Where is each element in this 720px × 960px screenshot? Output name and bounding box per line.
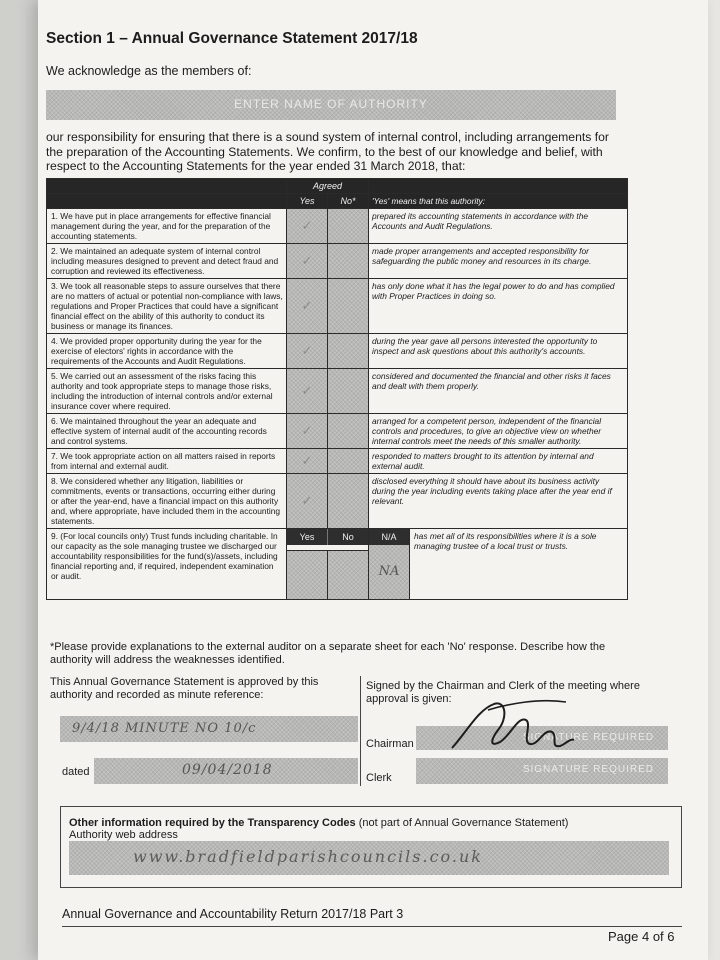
tick-icon: ✓ xyxy=(301,297,313,313)
tick-icon: ✓ xyxy=(301,492,313,508)
footer-divider xyxy=(62,926,682,927)
statement-1: 1. We have put in place arrangements for effective financial management during the year, and for the preparation of the accounting statements. xyxy=(47,209,287,244)
header-blank-2 xyxy=(369,179,628,194)
clerk-label: Clerk xyxy=(366,772,392,784)
response-8: disclosed everything it should have about its business activity during the year including events taking place after the year end if relevant. xyxy=(369,474,628,529)
section-title: Section 1 – Annual Governance Statement 2017/18 xyxy=(46,30,418,47)
table-row xyxy=(47,474,628,529)
statement-9: 9. (For local councils only) Trust funds including charitable. In our capacity as the sole managing trustee we discharged our accountability responsibilities for the fund(s)/assets, including financial reporting and, if required, independent examination or audit. xyxy=(47,529,287,600)
no-checkbox-4[interactable] xyxy=(328,334,369,369)
header-blank-3 xyxy=(47,194,287,209)
yes-checkbox-2[interactable] xyxy=(287,244,328,279)
no-header: No* xyxy=(328,194,369,209)
tick-icon: ✓ xyxy=(301,342,313,358)
statement-4: 4. We provided proper opportunity during the year for the exercise of electors' rights in accordance with the requirements of the Accounts and Audit Regulations. xyxy=(47,334,287,369)
no-checkbox-2[interactable] xyxy=(328,244,369,279)
intro-paragraph: our responsibility for ensuring that there is a sound system of internal control, including arrangements for the preparation of the Accounting Statements. We confirm, to the best of our knowledge and belief, with respect to the Accounting Statements for the year ended 31 March 2018, that: xyxy=(46,130,609,173)
tick-icon: ✓ xyxy=(301,452,313,468)
tick-icon: ✓ xyxy=(301,422,313,438)
row9-response-cell xyxy=(369,529,628,600)
no-checkbox-5[interactable] xyxy=(328,369,369,414)
divider xyxy=(360,676,361,786)
response-4: during the year gave all persons interested the opportunity to inspect and ask questions about this authority's accounts. xyxy=(369,334,628,369)
date-field[interactable] xyxy=(94,758,358,784)
web-address-field[interactable] xyxy=(69,841,669,875)
yes-checkbox-9[interactable] xyxy=(287,551,328,600)
yes-checkbox-1[interactable] xyxy=(287,209,328,244)
date-value: 09/04/2018 xyxy=(182,762,273,778)
statement-6: 6. We maintained throughout the year an adequate and effective system of internal audit of the accounting records and control systems. xyxy=(47,414,287,449)
no-checkbox-1[interactable] xyxy=(328,209,369,244)
response-5: considered and documented the financial and other risks it faces and dealt with them properly. xyxy=(369,369,628,414)
row9-yes-label: Yes xyxy=(287,529,327,545)
statement-7: 7. We took appropriate action on all matters raised in reports from internal and external audit. xyxy=(47,449,287,474)
response-3: has only done what it has the legal power to do and has complied with Proper Practices in doing so. xyxy=(369,279,628,334)
footer-title: Annual Governance and Accountability Return 2017/18 Part 3 xyxy=(62,907,404,921)
row9-na-column xyxy=(369,529,409,599)
response-2: made proper arrangements and accepted responsibility for safeguarding the public money and resources in its charge. xyxy=(369,244,628,279)
yes-checkbox-3[interactable] xyxy=(287,279,328,334)
handwritten-signature-icon xyxy=(448,690,578,760)
tick-icon: ✓ xyxy=(301,217,313,233)
statement-8: 8. We considered whether any litigation, liabilities or commitments, events or transactions, occurring either during or after the year-end, have a financial impact on this authority and, where appropriate, have included them in the accounting statements. xyxy=(47,474,287,529)
row9-no-label: No xyxy=(327,529,368,545)
row9-na-label: N/A xyxy=(369,529,409,545)
table-row xyxy=(47,244,628,279)
yes-header: Yes xyxy=(287,194,328,209)
table-row xyxy=(47,209,628,244)
yes-checkbox-5[interactable] xyxy=(287,369,328,414)
minute-reference-field[interactable] xyxy=(60,716,358,742)
means-header: 'Yes' means that this authority: xyxy=(369,194,628,209)
authority-placeholder: ENTER NAME OF AUTHORITY xyxy=(234,97,428,111)
approved-text: This Annual Governance Statement is approved by this authority and recorded as minute reference: xyxy=(50,676,319,701)
row9-options xyxy=(287,529,369,551)
response-1: prepared its accounting statements in accordance with the Accounts and Audit Regulations. xyxy=(369,209,628,244)
no-checkbox-6[interactable] xyxy=(328,414,369,449)
transparency-box xyxy=(60,806,682,888)
chairman-signature-placeholder: SIGNATURE REQUIRED xyxy=(522,732,654,743)
transparency-title xyxy=(69,817,568,829)
tick-icon: ✓ xyxy=(301,252,313,268)
response-6: arranged for a competent person, independent of the financial controls and procedures, to give an objective view on whether internal controls meet the needs of this smaller authority. xyxy=(369,414,628,449)
web-address-value: www.bradfieldparishcouncils.co.uk xyxy=(133,847,483,866)
statement-5: 5. We carried out an assessment of the risks facing this authority and took appropriate steps to manage those risks, including the introduction of internal controls and/or external insurance cover where required. xyxy=(47,369,287,414)
table-row xyxy=(47,279,628,334)
no-checkbox-9[interactable] xyxy=(328,551,369,600)
authority-name-field[interactable] xyxy=(46,90,616,120)
no-checkbox-8[interactable] xyxy=(328,474,369,529)
transparency-title-bold: Other information required by the Transparency Codes xyxy=(69,817,356,829)
table-row xyxy=(47,414,628,449)
tick-icon: ✓ xyxy=(301,382,313,398)
acknowledge-text: We acknowledge as the members of: xyxy=(46,64,252,78)
minute-reference-value: 9/4/18 MINUTE NO 10/c xyxy=(72,721,257,736)
no-checkbox-7[interactable] xyxy=(328,449,369,474)
web-address-label: Authority web address xyxy=(69,829,178,841)
yes-checkbox-6[interactable] xyxy=(287,414,328,449)
no-checkbox-3[interactable] xyxy=(328,279,369,334)
page-number: Page 4 of 6 xyxy=(608,929,675,944)
table-row xyxy=(47,529,628,551)
response-7: responded to matters brought to its attention by internal and external audit. xyxy=(369,449,628,474)
explanation-note: *Please provide explanations to the external auditor on a separate sheet for each 'No' response. Describe how the authority will address the weaknesses identified. xyxy=(50,641,606,666)
yes-checkbox-8[interactable] xyxy=(287,474,328,529)
yes-checkbox-4[interactable] xyxy=(287,334,328,369)
governance-table xyxy=(46,178,628,600)
statement-2: 2. We maintained an adequate system of internal control including measures designed to prevent and detect fraud and corruption and reviewed its effectiveness. xyxy=(47,244,287,279)
table-row xyxy=(47,449,628,474)
clerk-signature-placeholder: SIGNATURE REQUIRED xyxy=(522,764,654,775)
signed-text: Signed by the Chairman and Clerk of the meeting where approval is given: xyxy=(366,680,640,705)
transparency-title-rest: (not part of Annual Governance Statement) xyxy=(355,817,569,829)
yes-checkbox-7[interactable] xyxy=(287,449,328,474)
agreed-header: Agreed xyxy=(287,179,369,194)
dated-label: dated xyxy=(62,766,90,778)
row9-na-checkbox[interactable]: NA xyxy=(369,545,409,599)
chairman-label: Chairman xyxy=(366,738,414,750)
response-9: has met all of its responsibilities where it is a sole managing trustee of a local trust or trusts. xyxy=(409,529,627,599)
header-blank xyxy=(47,179,287,194)
table-row xyxy=(47,369,628,414)
table-row xyxy=(47,334,628,369)
clerk-signature-field[interactable] xyxy=(416,758,668,784)
statement-3: 3. We took all reasonable steps to assure ourselves that there are no matters of actual or potential non-compliance with laws, regulations and Proper Practices that could have a significant financial effect on the ability of this authority to conduct its business or manage its finances. xyxy=(47,279,287,334)
